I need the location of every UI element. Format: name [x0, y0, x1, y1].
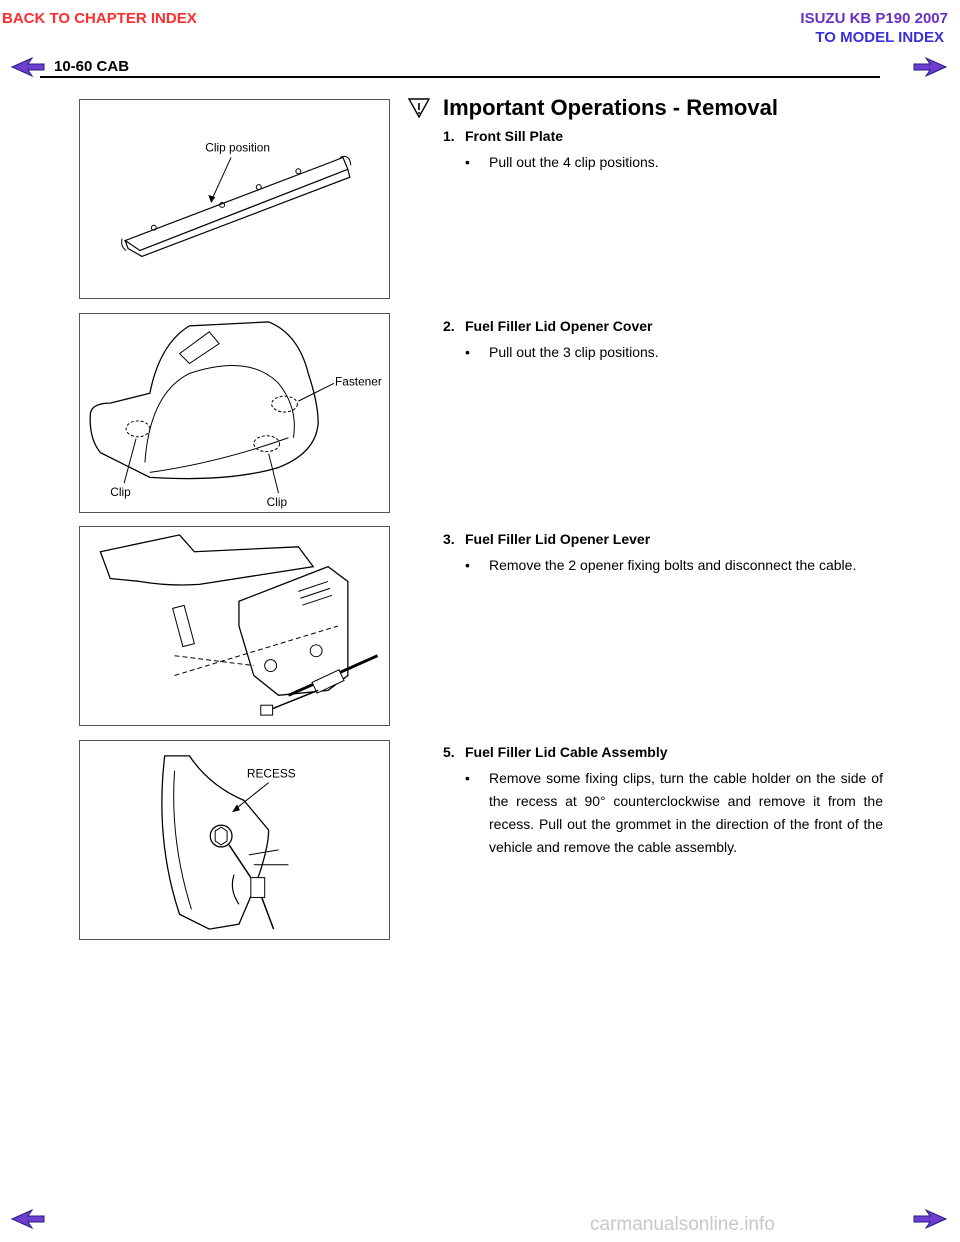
figure-cable-assembly — [79, 740, 390, 940]
figure-label-clip-right: Clip — [266, 495, 288, 510]
step-opener-cover — [443, 318, 883, 364]
bullet-icon: • — [465, 557, 470, 573]
step-front-sill-plate — [443, 128, 883, 174]
step-number: 5. — [443, 744, 455, 760]
step-instruction: Remove some fixing clips, turn the cable holder on the side of the recess at 90° counterclockwise and remove it from the recess. Pull out the grommet in the direction of the front of the vehicle and remove the cable assembly. — [489, 770, 883, 855]
step-instruction: Remove the 2 opener fixing bolts and disconnect the cable. — [489, 557, 857, 573]
back-to-chapter-index-link[interactable]: BACK TO CHAPTER INDEX — [2, 10, 197, 27]
bullet-icon: • — [465, 154, 470, 170]
section-heading: Important Operations - Removal — [443, 95, 778, 120]
figure-label-recess: RECESS — [246, 766, 296, 781]
step-instruction: Pull out the 4 clip positions. — [489, 154, 659, 170]
step-bullet — [443, 554, 883, 577]
bullet-icon: • — [465, 770, 470, 786]
step-title: Fuel Filler Lid Opener Cover — [465, 318, 653, 334]
figure-opener-cover — [79, 313, 390, 513]
model-title: ISUZU KB P190 2007 — [800, 10, 948, 27]
arrow-right-icon[interactable] — [912, 1208, 948, 1230]
arrow-right-icon[interactable] — [912, 56, 948, 78]
figure-opener-lever — [79, 526, 390, 726]
step-title: Fuel Filler Lid Opener Lever — [465, 531, 651, 547]
figure-front-sill-plate — [79, 99, 390, 299]
step-title: Front Sill Plate — [465, 128, 564, 144]
step-title: Fuel Filler Lid Cable Assembly — [465, 744, 668, 760]
figure-label-clip-left: Clip — [110, 485, 131, 500]
step-instruction: Pull out the 3 clip positions. — [489, 344, 659, 360]
step-number: 2. — [443, 318, 455, 334]
figure-label-clip-position: Clip position — [205, 140, 270, 155]
arrow-left-icon[interactable] — [10, 1208, 46, 1230]
page-title: 10-60 CAB — [54, 58, 130, 75]
step-bullet — [443, 767, 883, 859]
bullet-icon: • — [465, 344, 470, 360]
warning-triangle-icon — [408, 98, 430, 118]
arrow-left-icon[interactable] — [10, 56, 46, 78]
figure-label-fastener: Fastener — [334, 374, 382, 389]
step-number: 1. — [443, 128, 455, 144]
step-bullet — [443, 341, 883, 364]
to-model-index-link[interactable]: TO MODEL INDEX — [815, 29, 944, 46]
step-number: 3. — [443, 531, 455, 547]
header-divider — [40, 76, 880, 78]
step-bullet — [443, 151, 883, 174]
step-cable-assembly — [443, 744, 883, 859]
step-opener-lever — [443, 531, 883, 577]
watermark: carmanualsonline.info — [590, 1214, 775, 1235]
